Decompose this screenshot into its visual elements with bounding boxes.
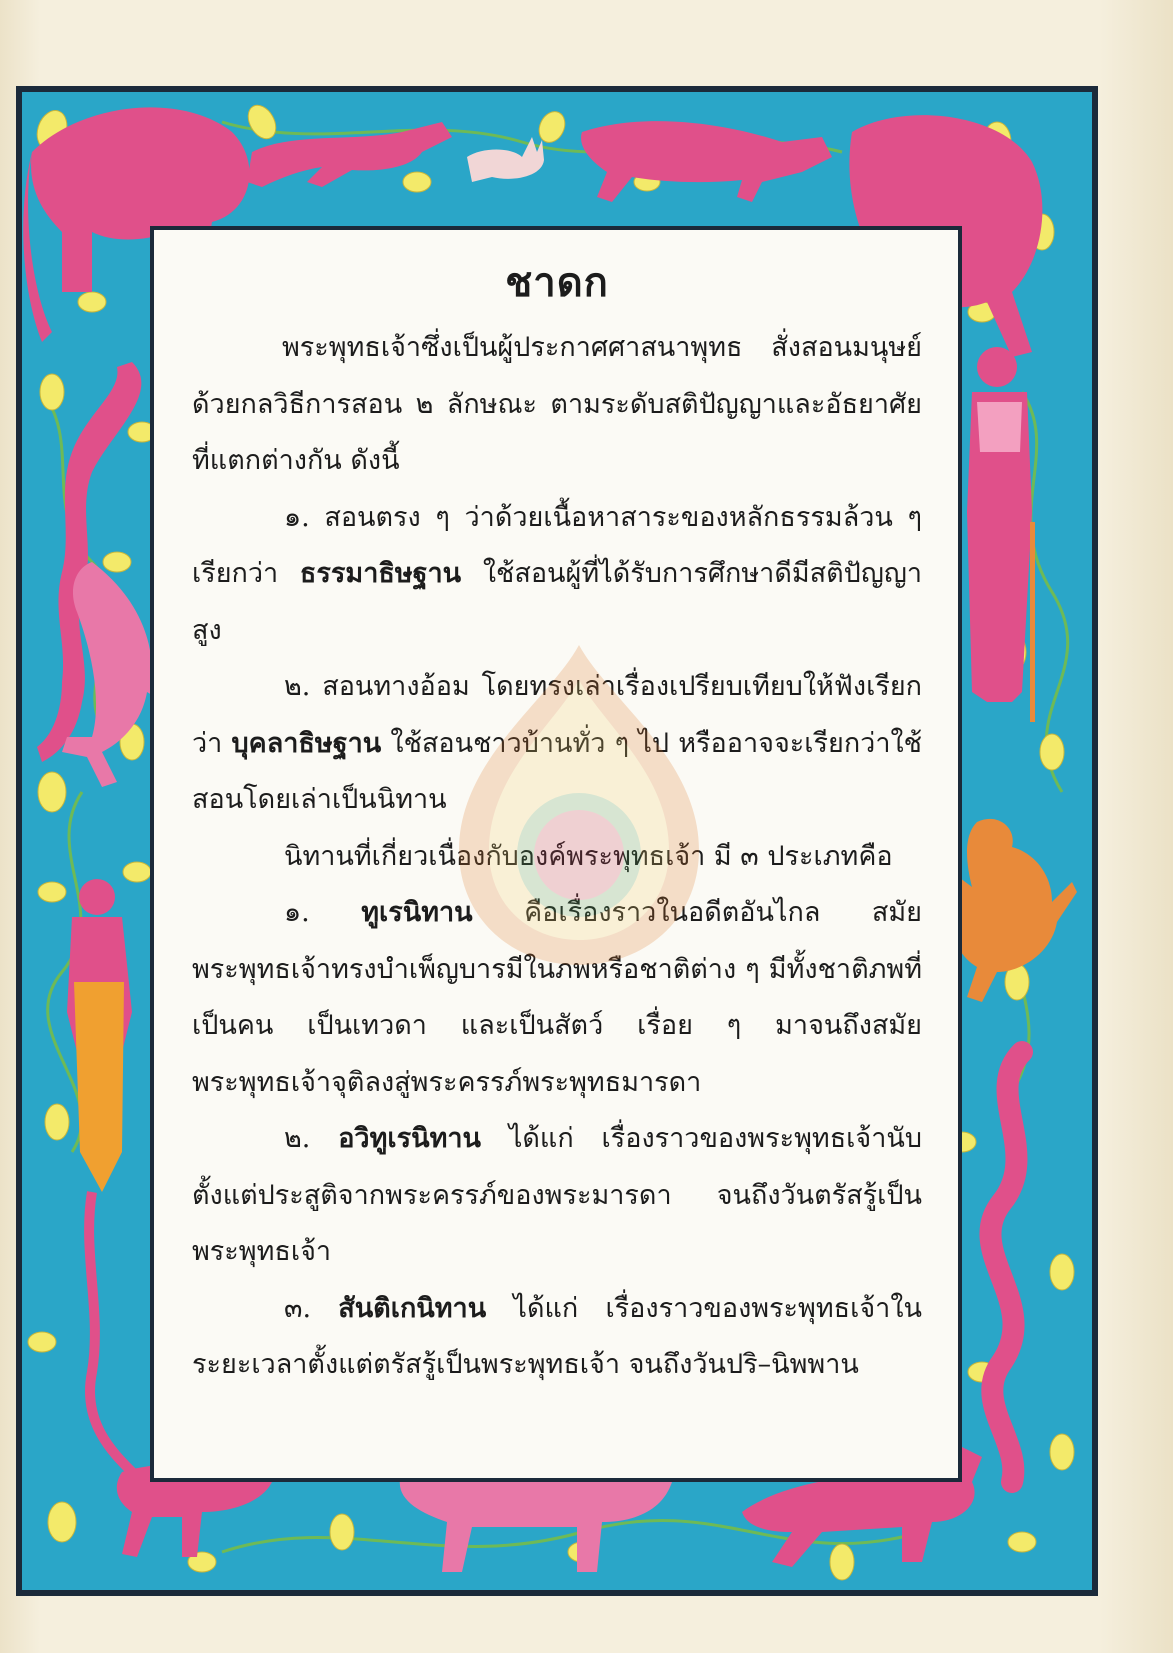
types-intro-paragraph: นิทานที่เกี่ยวเนื่องกับองค์พระพุทธเจ้า มี ๓ ประเภทคือ (284, 840, 893, 872)
type-2-term: อวิทูเรนิทาน (338, 1123, 481, 1154)
deity-left-icon (67, 879, 132, 1472)
type-2-paragraph (192, 1111, 922, 1281)
method-2-text: ๒. สอนทางอ้อม โดยทรงเล่าเรื่องเปรียบเทียบให้ฟังเรียกว่า (192, 671, 922, 759)
method-1-paragraph (192, 490, 922, 660)
intro-paragraph: พระพุทธเจ้าซึ่งเป็นผู้ประกาศศาสนาพุทธ สั่งสอนมนุษย์ด้วยกลวิธีการสอน ๒ ลักษณะ ตามระดับสติปัญญาและอัธยาศัยที่แตกต่างกัน ดังนี้ (192, 332, 922, 476)
type-3-number: ๓. (284, 1292, 312, 1324)
type-2-number: ๒. (284, 1123, 311, 1154)
type-2-text: ได้แก่ เรื่องราวของพระพุทธเจ้านับตั้งแต่ประสูติจากพระครรภ์ของพระมารดา จนถึงวันตรัสรู้เป็นพระพุทธเจ้า (192, 1123, 922, 1267)
method-2-suffix: ใช้สอนชาวบ้านทั่ว ๆ ไป หรืออาจจะเรียกว่าใช้สอนโดยเล่าเป็นนิทาน (192, 727, 922, 815)
type-1-text: คือเรื่องราวในอดีตอันไกล สมัยพระพุทธเจ้าทรงบำเพ็ญบารมีในภพหรือชาติต่าง ๆ มีทั้งชาติภพที่เป็นคน เป็นเทวดา และเป็นสัตว์ เรื่อย ๆ มาจนถึงสมัยพระพุทธเจ้าจุติลงสู่พระครรภ์พระพุทธมารดา (192, 897, 922, 1098)
type-1-term: ทูเรนิทาน (361, 897, 473, 928)
rabbit-icon (467, 137, 544, 182)
text-panel (150, 226, 962, 1482)
type-3-paragraph (192, 1281, 922, 1394)
method-1-suffix: ใช้สอนผู้ที่ได้รับการศึกษาดีมีสติปัญญาสูง (192, 558, 922, 646)
snake-icon (990, 1052, 1022, 1482)
tiger-icon (581, 121, 832, 202)
type-3-term: สันติเกนิทาน (338, 1292, 487, 1324)
method-2-term: บุคลาธิษฐาน (231, 727, 382, 759)
type-3-text: ได้แก่ เรื่องราวของพระพุทธเจ้าในระยะเวลาตั้งแต่ตรัสรู้เป็นพระพุทธเจ้า จนถึงวันปริ–นิพพาน (192, 1292, 922, 1380)
method-1-term: ธรรมาธิษฐาน (299, 558, 462, 589)
type-1-number: ๑. (284, 897, 310, 928)
page-title: ชาดก (505, 259, 609, 306)
method-1-text: ๑. สอนตรง ๆ ว่าด้วยเนื้อหาสาระของหลักธรรมล้วน ๆ เรียกว่า (192, 501, 922, 589)
deity-icon (967, 347, 1035, 722)
type-1-paragraph (192, 885, 922, 1111)
method-2-paragraph (192, 659, 922, 829)
